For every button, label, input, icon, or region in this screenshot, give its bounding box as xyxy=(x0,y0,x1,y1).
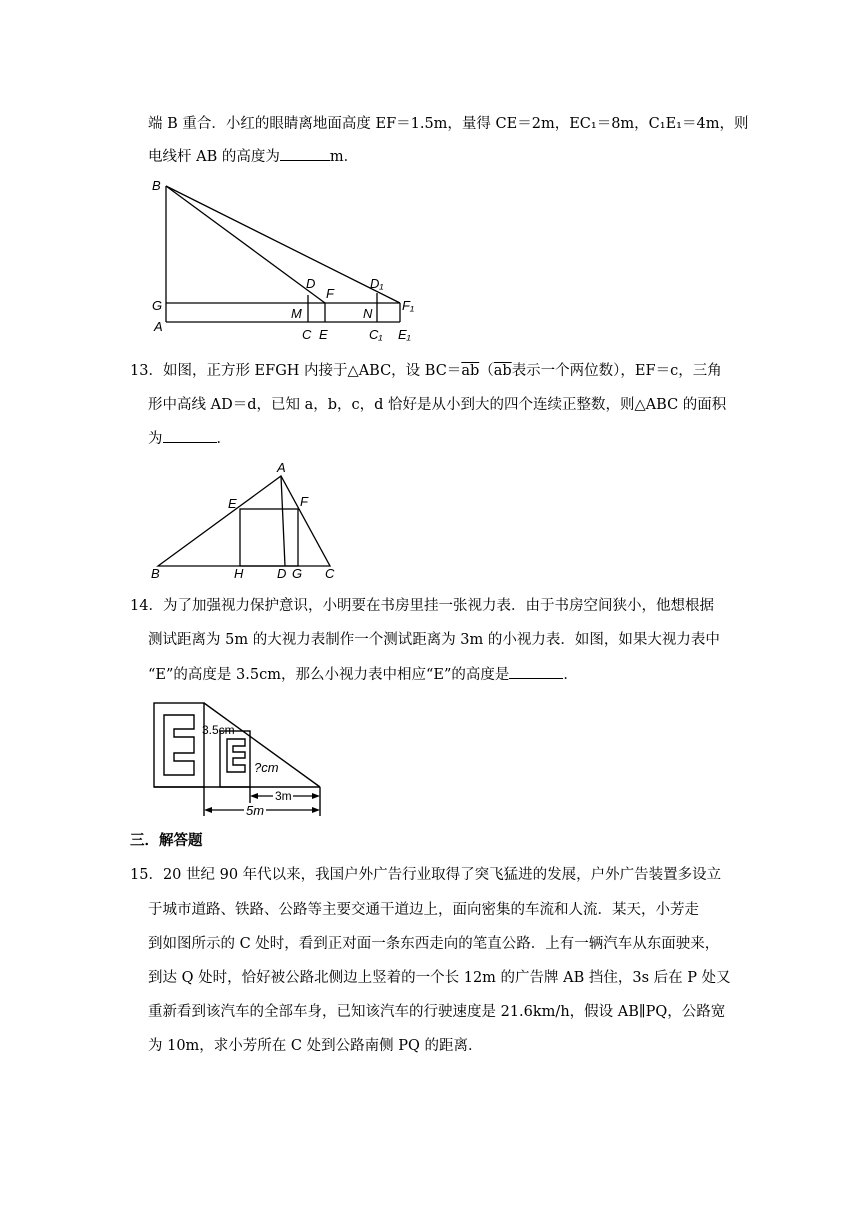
q15-line6: 为 10m，求小芳所在 C 处到公路南侧 PQ 的距离． xyxy=(148,1038,483,1054)
label-D1: D₁ xyxy=(370,276,384,291)
label-G: G xyxy=(292,566,303,581)
q13-line1a: 13．如图，正方形 EFGH 内接于△ABC，设 BC＝ xyxy=(130,363,462,379)
q12-figure xyxy=(140,172,430,352)
label-C: C xyxy=(325,566,335,581)
label-E: E xyxy=(319,327,328,342)
q14-line1: 14．为了加强视力保护意识，小明要在书房里挂一张视力表．由于书房空间狭小，他想根据 xyxy=(130,598,714,614)
label-B: B xyxy=(152,178,161,193)
q13-line3-text: 为 xyxy=(148,431,163,447)
answer-blank xyxy=(163,428,217,443)
label-E1: E₁ xyxy=(398,327,411,342)
q12-line2-unit: m． xyxy=(329,149,359,165)
section-heading: 三．解答题 xyxy=(130,832,203,849)
q13-line3 xyxy=(148,428,231,449)
q15-line4: 到达 Q 处时，恰好被公路北侧边上竖着的一个长 12m 的广告牌 AB 挡住，3s 后在 P 处又 xyxy=(148,970,731,986)
label-N: N xyxy=(363,306,373,321)
answer-blank xyxy=(509,664,563,679)
label-A: A xyxy=(154,319,163,334)
label-C: C xyxy=(302,327,312,342)
q13-line1 xyxy=(130,361,722,381)
q13-line1c: 表示一个两位数），EF＝c，三角 xyxy=(511,363,722,379)
q14-line3-end: ． xyxy=(563,667,578,683)
label-F1: F₁ xyxy=(402,298,415,313)
q15-line1: 15．20 世纪 90 年代以来，我国户外广告行业取得了突飞猛进的发展，户外广告装置多设立 xyxy=(130,867,722,883)
label-G: G xyxy=(152,298,163,313)
label-F: F xyxy=(326,286,334,301)
label-E: E xyxy=(228,496,237,511)
q13-line3-end: ． xyxy=(216,431,231,447)
q14-figure xyxy=(150,700,330,822)
label-D: D xyxy=(306,276,316,291)
q12-line2-text: 电线杆 AB 的高度为 xyxy=(148,149,280,165)
q13-line1b: （ xyxy=(479,363,494,379)
q14-line3 xyxy=(148,664,578,685)
q12-line1: 端 B 重合．小红的眼睛离地面高度 EF＝1.5m，量得 CE＝2m，EC₁＝8m，C₁E₁＝4m，则 xyxy=(148,116,749,132)
label-5m: 5m xyxy=(246,803,265,818)
q15-line2: 于城市道路、铁路、公路等主要交通干道边上，面向密集的车流和人流．某天，小芳走 xyxy=(148,902,699,918)
label-B: B xyxy=(151,566,160,581)
label-A: A xyxy=(277,460,286,475)
q14-line2: 测试距离为 5m 的大视力表制作一个测试距离为 3m 的小视力表．如图，如果大视力表中 xyxy=(148,632,720,648)
q14-line3-text: “E”的高度是 3.5cm，那么小视力表中相应“E”的高度是 xyxy=(148,667,510,683)
q12-line2 xyxy=(148,146,358,167)
label-M: M xyxy=(291,306,302,321)
label-H: H xyxy=(234,566,244,581)
q13-ab-overline-1: $\overline{ab}$ xyxy=(461,363,480,379)
label-F: F xyxy=(300,494,308,509)
q13-figure xyxy=(148,456,348,586)
label-D: D xyxy=(277,566,287,581)
q15-line5: 重新看到该汽车的全部车身，已知该汽车的行驶速度是 21.6km/h，假设 AB∥PQ，公路宽 xyxy=(148,1004,726,1020)
label-3m: 3m xyxy=(275,789,292,803)
q13-line2: 形中高线 AD＝d，已知 a，b，c，d 恰好是从小到大的四个连续正整数，则△ABC 的面积 xyxy=(148,397,727,413)
answer-blank xyxy=(280,146,330,161)
label-unknown-cm: ?cm xyxy=(254,760,279,775)
label-C1: C₁ xyxy=(369,327,383,342)
q15-line3: 到如图所示的 C 处时，看到正对面一条东西走向的笔直公路．上有一辆汽车从东面驶来， xyxy=(148,936,720,952)
label-3-5cm: 3.5cm xyxy=(202,723,235,737)
q13-ab-overline-2: $\overline{ab}$ xyxy=(493,363,512,379)
